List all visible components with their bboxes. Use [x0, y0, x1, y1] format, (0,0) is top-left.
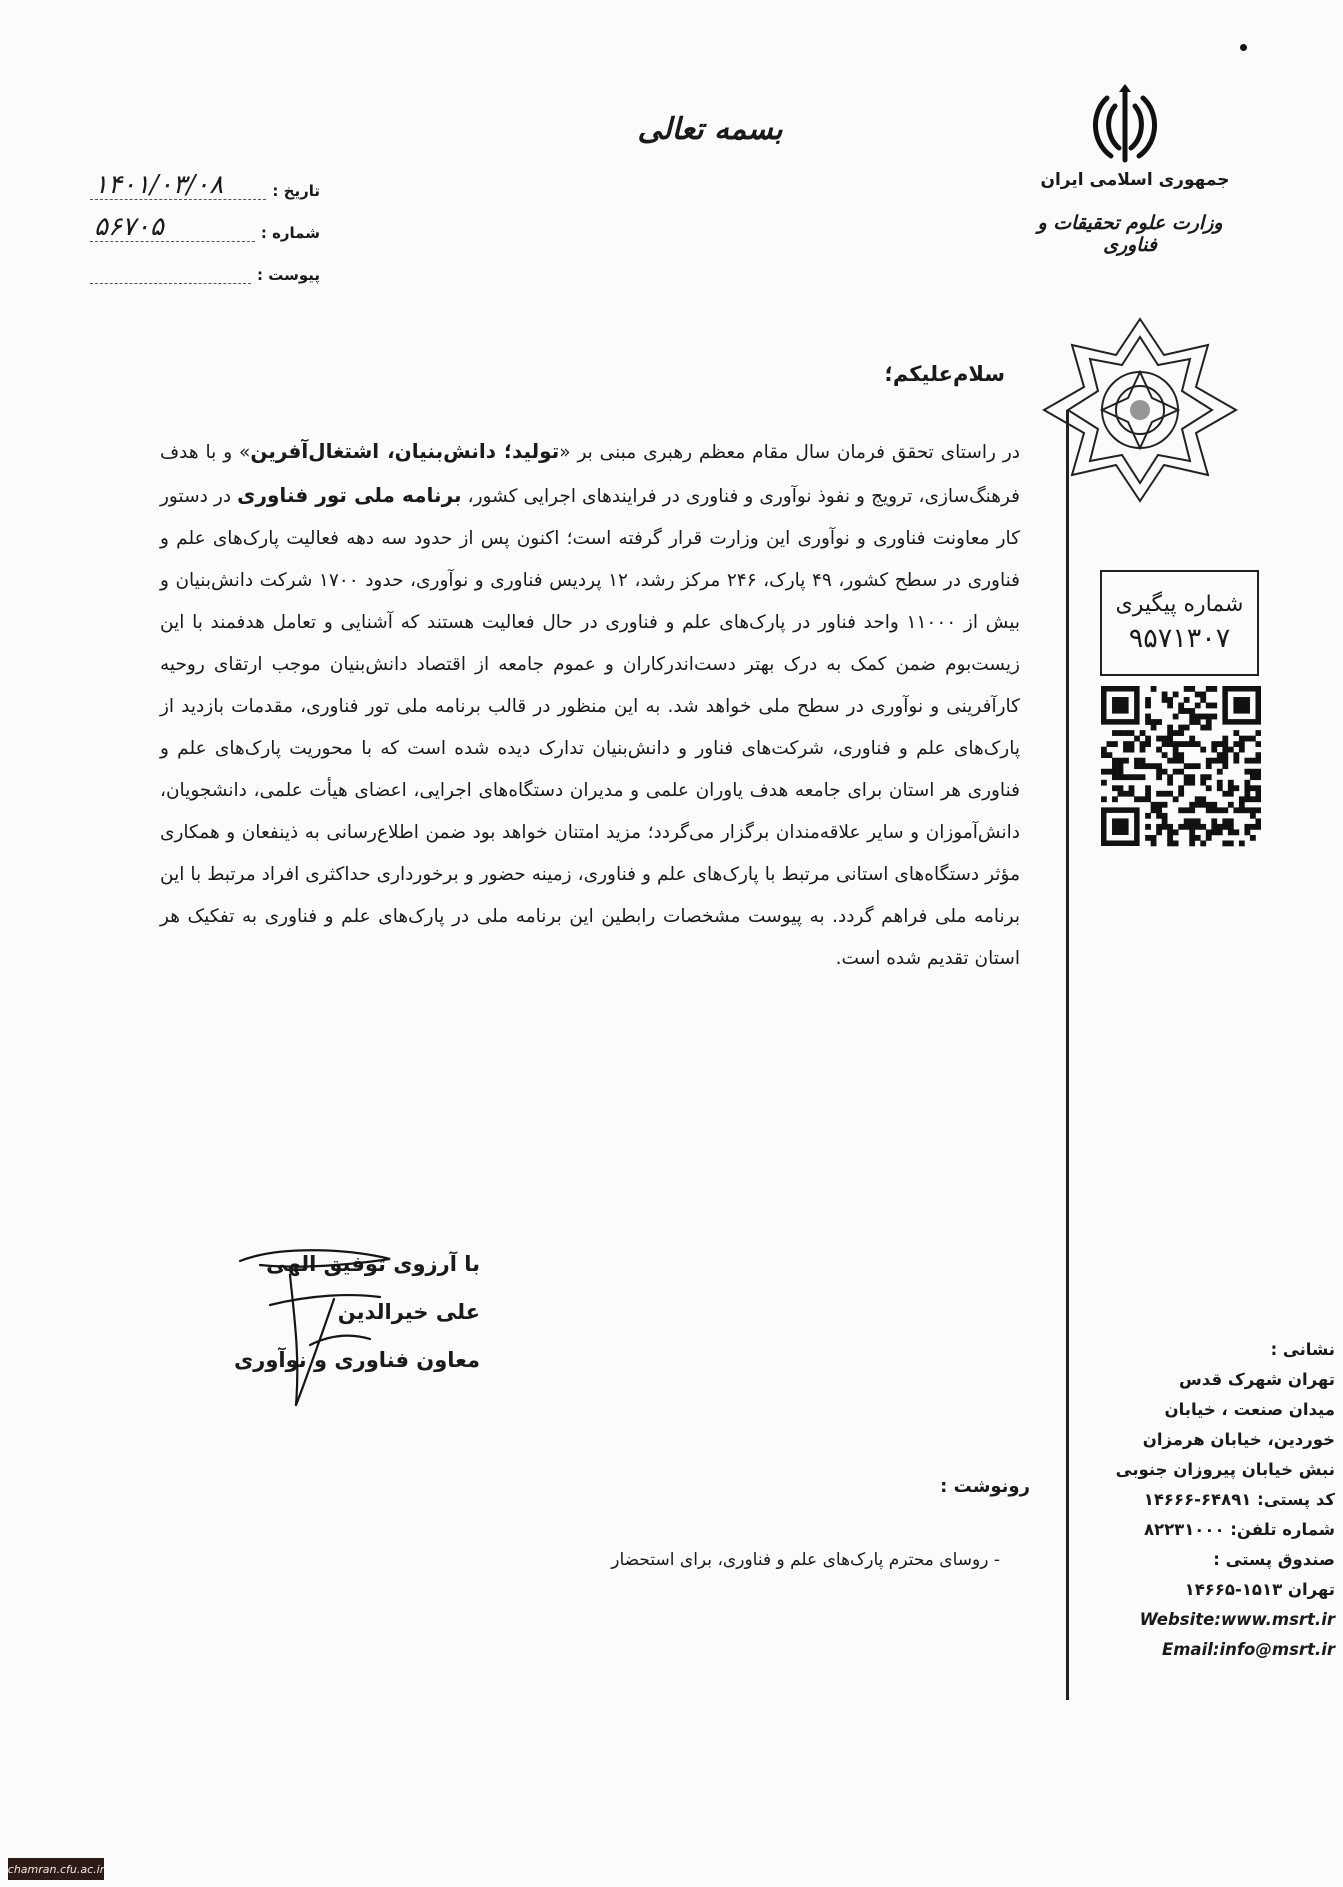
- vertical-divider: [1066, 410, 1069, 1700]
- number-value: ۵۶۷۰۵: [90, 213, 255, 242]
- tracking-box: [1100, 570, 1259, 676]
- address-line-1: تهران شهرک قدس: [1179, 1370, 1335, 1389]
- date-row: [90, 168, 320, 200]
- letter-body: [160, 430, 1020, 980]
- ornament-icon: [1040, 315, 1240, 505]
- attachment-row: [90, 252, 320, 284]
- body-text-2: » و با هدف فرهنگ‌سازی، ترویج و نفوذ نوآوری و فناوری در فرایندهای اجرایی کشور،: [160, 442, 1020, 507]
- body-text-1: در راستای تحقق فرمان سال مقام معظم رهبری مبنی بر «: [559, 442, 1021, 463]
- cc-label: رونوشت :: [940, 1476, 1030, 1497]
- closing-line: با آرزوی توفیق الهی: [266, 1252, 480, 1276]
- date-label: تاریخ :: [272, 182, 320, 200]
- address-line-2: میدان صنعت ، خیابان: [1164, 1400, 1335, 1419]
- address-label: نشانی :: [1270, 1340, 1335, 1359]
- tracking-number: ۹۵۷۱۳۰۷: [1128, 623, 1231, 654]
- address-line-4: نبش خیابان پیروزان جنوبی: [1115, 1460, 1335, 1479]
- body-bold-1: تولید؛ دانش‌بنیان، اشتغال‌آفرین: [250, 439, 560, 463]
- ministry-name: وزارت علوم تحقیقات و فناوری: [1037, 212, 1223, 256]
- body-text-3: در دستور کار معاونت فناوری و نوآوری این وزارت قرار گرفته است؛ اکنون پس از حدود سه دهه فعالیت پارک‌های علم و فناوری در سطح کشور، ۴۹ پارک، ۲۴۶ مرکز رشد، ۱۲ پردیس فناوری و نوآوری، حدود ۱۷۰۰ شرکت دانش‌بنیان و بیش از ۱۱۰۰۰ واحد فناور در پارک‌های علم و فناوری در حال فعالیت هستند که آشنایی و تعامل هدفمند با این زیست‌بوم ضمن کمک به درک بهتر دست‌اندرکاران و عموم جامعه از اقتصاد دانش‌بنیان موجب ارتقای روحیه کارآفرینی و نوآوری در سطح ملی خواهد شد. به این منظور در قالب برنامه ملی تور فناوری، مقدمات بازدید از پارک‌های علم و فناوری، شرکت‌های فناور و دانش‌بنیان تدارک دیده شده است که با محوریت پارک‌های علم و فناوری هر استان برای جامعه هدف یاوران علمی و مدیران دستگاه‌های اجرایی، اعضای هیأت علمی، دانشجویان، دانش‌آموزان و سایر علاقه‌مندان برگزار می‌گردد؛ مزید امتنان خواهد بود ضمن اطلاع‌رسانی به ذینفعان و همکاری مؤثر دستگاه‌های استانی مرتبط با پارک‌های علم و فناوری، زمینه حضور و برخورداری حداکثری افراد مرتبط با این برنامه ملی فراهم گردد. به پیوست مشخصات رابطین این برنامه ملی در پارک‌های علم و فناوری به تفکیک هر استان تقدیم شده است.: [160, 486, 1021, 969]
- phone-number: شماره تلفن: ۸۲۲۳۱۰۰۰: [1143, 1520, 1335, 1539]
- greeting: سلام‌علیکم؛: [884, 362, 1005, 386]
- watermark: chamran.cfu.ac.ir: [8, 1858, 104, 1880]
- email[interactable]: Email:info@msrt.ir: [1161, 1640, 1335, 1659]
- pobox-value: تهران ۱۵۱۳-۱۴۶۶۵: [1184, 1580, 1335, 1599]
- tracking-label: شماره پیگیری: [1115, 592, 1244, 617]
- cc-item: - روسای محترم پارک‌های علم و فناوری، برای استحضار: [611, 1550, 1000, 1570]
- attachment-value: [90, 257, 251, 284]
- date-value: ۱۴۰۱/۰۳/۰۸: [90, 171, 266, 200]
- iran-emblem-icon: [1085, 80, 1165, 170]
- corner-dot: [1240, 44, 1247, 51]
- signer-title: معاون فناوری و نوآوری: [234, 1348, 480, 1372]
- number-row: [90, 210, 320, 242]
- attachment-label: پیوست :: [256, 266, 320, 284]
- address-block: [1110, 1335, 1335, 1665]
- website[interactable]: Website:www.msrt.ir: [1139, 1610, 1335, 1629]
- invocation: بسمه تعالی: [637, 112, 783, 147]
- body-bold-2: برنامه ملی تور فناوری: [237, 483, 462, 507]
- number-label: شماره :: [260, 224, 320, 242]
- postal-code: کد پستی: ۶۴۸۹۱-۱۴۶۶۶: [1143, 1490, 1335, 1509]
- signer-name: علی خیرالدین: [337, 1300, 480, 1324]
- pobox-label: صندوق پستی :: [1213, 1550, 1335, 1569]
- handwritten-signature: [230, 1235, 410, 1415]
- republic-name: جمهوری اسلامی ایران: [1040, 170, 1230, 190]
- address-line-3: خوردین، خیابان هرمزان: [1142, 1430, 1335, 1449]
- qr-code-icon: [1101, 686, 1261, 848]
